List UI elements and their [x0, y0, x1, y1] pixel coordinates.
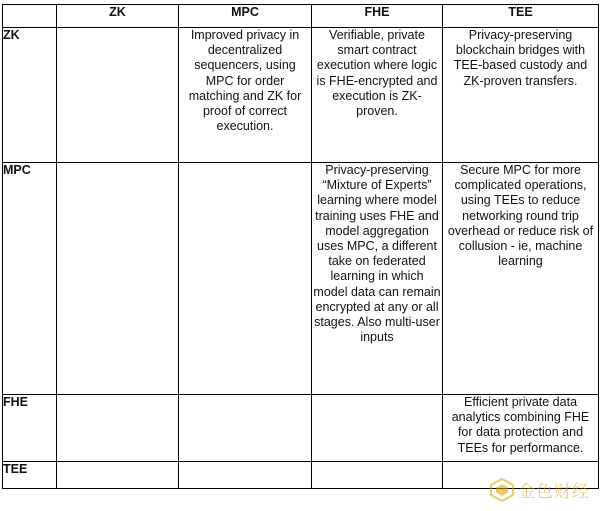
cell-tee-zk [57, 462, 179, 489]
cell-zk-zk [57, 28, 179, 163]
cell-mpc-tee: Secure MPC for more complicated operations, using TEEs to reduce networking round trip overhead or reduce risk of collusion - ie, machine learning [443, 163, 599, 395]
header-row [3, 5, 599, 28]
column-header-zk: ZK [57, 5, 179, 28]
golden-finance-logo-icon [490, 478, 514, 502]
row-header-tee: TEE [3, 462, 57, 489]
column-header-mpc: MPC [179, 5, 312, 28]
cell-mpc-fhe: Privacy-preserving “Mixture of Experts” learning where model training uses FHE and model aggregation uses MPC, a different take on federated learning in which model data can remain encrypted at any or all stages. Also multi-user inputs [312, 163, 443, 395]
table-row-zk [3, 28, 599, 163]
cell-fhe-fhe [312, 395, 443, 462]
table-row-mpc [3, 163, 599, 395]
watermark [490, 477, 590, 502]
cell-zk-tee: Privacy-preserving blockchain bridges with TEE-based custody and ZK-proven transfers. [443, 28, 599, 163]
cell-mpc-mpc [179, 163, 312, 395]
table-row-fhe [3, 395, 599, 462]
corner-cell [3, 5, 57, 28]
cell-tee-mpc [179, 462, 312, 489]
cell-fhe-zk [57, 395, 179, 462]
row-header-mpc: MPC [3, 163, 57, 395]
cell-zk-mpc: Improved privacy in decentralized sequencers, using MPC for order matching and ZK for proof of correct execution. [179, 28, 312, 163]
cell-zk-fhe: Verifiable, private smart contract execution where logic is FHE-encrypted and execution is ZK-proven. [312, 28, 443, 163]
column-header-tee: TEE [443, 5, 599, 28]
cell-mpc-zk [57, 163, 179, 395]
watermark-text: 金色财经 [518, 482, 590, 502]
cell-tee-fhe [312, 462, 443, 489]
row-header-fhe: FHE [3, 395, 57, 462]
row-header-zk: ZK [3, 28, 57, 163]
cell-fhe-mpc [179, 395, 312, 462]
comparison-table [2, 4, 599, 489]
cell-fhe-tee: Efficient private data analytics combining FHE for data protection and TEEs for performance. [443, 395, 599, 462]
column-header-fhe: FHE [312, 5, 443, 28]
